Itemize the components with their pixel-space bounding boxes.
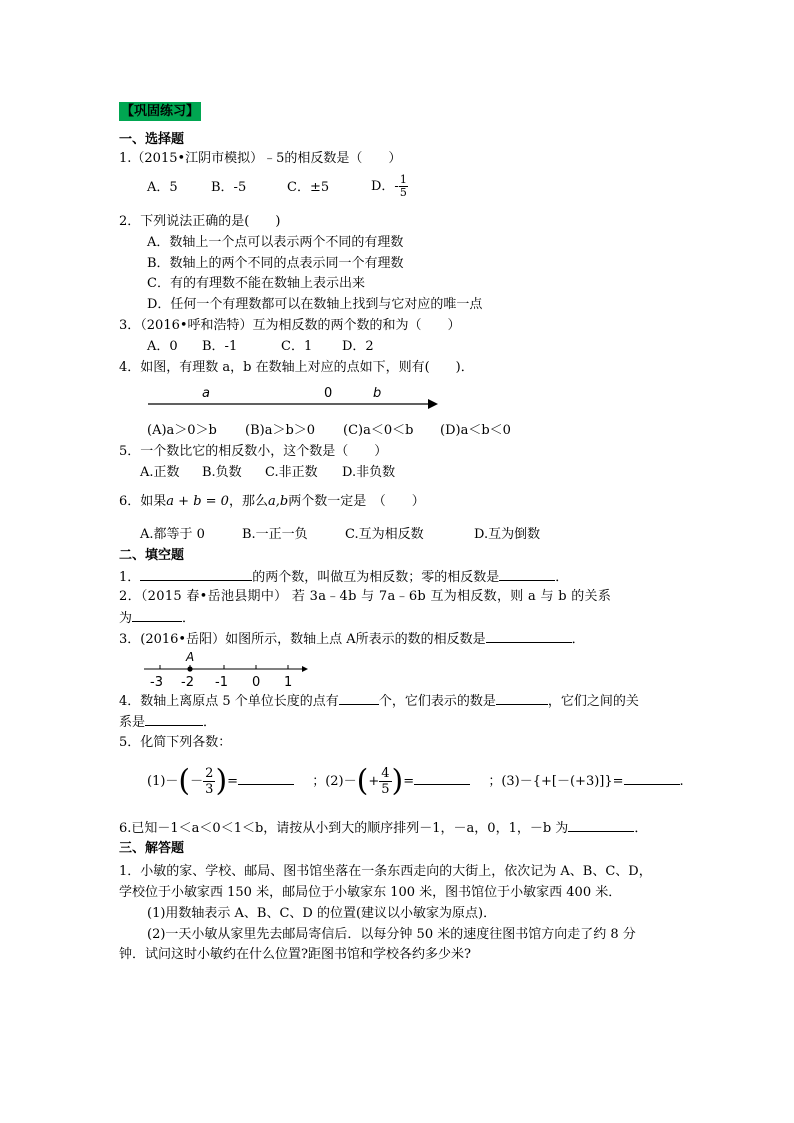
q4-number-line: [140, 382, 445, 412]
f3-tick-label: 0: [252, 675, 261, 690]
q4-label-b: b: [373, 386, 382, 401]
f3-tick-label: -3: [150, 675, 163, 690]
f1-blank-1[interactable]: [140, 568, 252, 581]
f3-axis-arrow: [302, 666, 308, 672]
fraction-numerator: 4: [381, 766, 390, 781]
f4-line1-a: 4．数轴上离原点 5 个单位长度的点有: [119, 694, 339, 709]
f3-prefix: 3．(2016•岳阳）如图所示，数轴上点 A所表示的数的相反数是: [119, 632, 486, 647]
f5-expressions: [147, 762, 684, 802]
q4-option-a: (A)a＞0＞b: [147, 423, 217, 438]
q4-label-zero: 0: [324, 386, 333, 401]
q5-option-a: A.正数: [140, 465, 180, 480]
f3-tick-label: -1: [215, 675, 228, 690]
q5-option-c: C.非正数: [265, 465, 318, 480]
q6-option-a: A.都等于 0: [140, 527, 205, 542]
f2-line2-suffix: ．: [182, 611, 196, 626]
f2-line2-prefix: 为: [119, 611, 133, 626]
f5-separator: ；: [312, 774, 326, 789]
q4-stem: 4．如图，有理数 a，b 在数轴上对应的点如下，则有( )．: [119, 360, 474, 375]
q5-option-b: B.负数: [202, 465, 242, 480]
f1-mid: 的两个数，叫做互为相反数；零的相反数是: [252, 570, 500, 585]
q2-option-a: A．数轴上一个点可以表示两个不同的有理数: [147, 235, 404, 250]
f5-equals: =: [403, 774, 415, 789]
f5-part1-label: (1)－: [147, 774, 179, 789]
f6-suffix: ．: [634, 821, 648, 836]
q4-label-a: a: [202, 386, 210, 401]
section-badge: 【巩固练习】: [121, 104, 200, 119]
s1-line2: 学校位于小敏家西 150 米，邮局位于小敏家东 100 米，图书馆位于小敏家西 400 米．: [119, 885, 622, 900]
f4-line1: [119, 692, 639, 710]
s1-sub2-line2: 钟．试问这时小敏约在什么位置?距图书馆和学校各约多少米?: [119, 947, 471, 962]
f3-number-line: [140, 648, 315, 690]
q1-option-b: B．-5: [211, 180, 247, 195]
f5-part2-label: (2)－: [325, 774, 357, 789]
f6-blank[interactable]: [568, 819, 634, 832]
q6-stem: [119, 493, 425, 510]
fraction-numerator: 2: [205, 766, 214, 781]
q1-option-c: C．±5: [287, 180, 330, 195]
f5-part1-sign: －: [190, 774, 204, 789]
q3-option-c: C．1: [281, 339, 313, 354]
q6-variables: a,b: [267, 494, 289, 509]
f5-blank-2[interactable]: [414, 772, 470, 785]
f4-line2: [119, 713, 216, 731]
f4-line1-c: ，它们之间的关: [547, 694, 639, 709]
q4-axis-arrow: [428, 399, 438, 409]
f5-part1-fraction: [203, 766, 215, 797]
f3-tick-label: -2: [181, 675, 194, 690]
q2-stem: 2．下列说法正确的是( ): [119, 214, 281, 229]
f1-line: [119, 568, 568, 586]
fraction-numerator: 1: [399, 173, 407, 186]
fraction-denominator: 5: [381, 782, 390, 797]
f5-part2-fraction: [379, 766, 391, 797]
f5-paren: (: [178, 763, 191, 799]
s1-sub1: (1)用数轴表示 A、B、C、D 的位置(建议以小敏家为原点)．: [147, 906, 497, 921]
q3-option-d: D．2: [342, 339, 374, 354]
f3-line: [119, 630, 585, 648]
q6-option-c: C.互为相反数: [345, 527, 424, 542]
f5-paren: (: [356, 763, 369, 799]
f5-part2-sign: +: [368, 774, 380, 789]
q4-option-d: (D)a＜b＜0: [440, 423, 511, 438]
f5-equals: =: [227, 774, 239, 789]
f5-paren: ): [391, 763, 404, 799]
fraction-denominator: 3: [205, 782, 214, 797]
f5-blank-3[interactable]: [624, 772, 680, 785]
q1-option-a: A．5: [147, 180, 178, 195]
fraction-denominator: 5: [399, 186, 407, 199]
f3-tick-label: 1: [284, 675, 293, 690]
f1-suffix: ．: [555, 570, 569, 585]
f2-line1: 2．（2015 春•岳池县期中） 若 3a﹣4b 与 7a﹣6b 互为相反数，则 a 与 b 的关系: [119, 589, 612, 604]
f6-line: [119, 819, 647, 837]
f2-blank[interactable]: [132, 609, 182, 622]
f6-text: 6.已知－1＜a＜0＜1＜b，请按从小到大的顺序排列－1，－a，0，1，－b 为: [119, 821, 569, 836]
q6-stem-prefix: 6．如果: [119, 494, 167, 509]
q6-stem-mid: ，那么: [228, 494, 268, 509]
q6-option-d: D.互为倒数: [474, 527, 541, 542]
f4-line2-b: ．: [203, 715, 217, 730]
f5-stem: 5．化简下列各数：: [119, 735, 232, 750]
f5-separator: ；: [488, 774, 502, 789]
f4-line1-b: 个，它们表示的数是: [378, 694, 496, 709]
s1-line1: 1．小敏的家、学校、邮局、图书馆坐落在一条东西走向的大街上，依次记为 A、B、C、D，: [119, 864, 652, 879]
f5-paren: ): [215, 763, 228, 799]
section-title-choice: 一、选择题: [119, 132, 185, 147]
q3-option-a: A．0: [147, 339, 178, 354]
f5-end: .: [679, 774, 684, 789]
f1-blank-2[interactable]: [499, 568, 555, 581]
q4-option-c: (C)a＜0＜b: [343, 423, 414, 438]
f2-line2: [119, 609, 195, 627]
q5-option-d: D.非负数: [342, 465, 396, 480]
f4-blank-1[interactable]: [339, 692, 379, 705]
f4-blank-2[interactable]: [496, 692, 548, 705]
q6-stem-suffix: 两个数一定是 （ ）: [288, 494, 425, 509]
q6-expression: a + b = 0: [166, 494, 229, 509]
section-title-answer: 三、解答题: [119, 841, 185, 856]
q1-option-d: [371, 170, 408, 204]
q1-option-d-prefix: D．-: [371, 179, 399, 194]
f3-point-a: [187, 666, 192, 671]
f1-prefix: 1．: [119, 570, 141, 585]
section-title-fill: 二、填空题: [119, 548, 185, 563]
f4-line2-a: 系是: [119, 715, 146, 730]
f5-equals: =: [612, 774, 624, 789]
q2-option-b: B．数轴上的两个不同的点表示同一个有理数: [147, 256, 404, 271]
q3-option-b: B．-1: [202, 339, 238, 354]
f5-part3: (3)－{+[－(+3)]}: [501, 774, 613, 789]
q4-option-b: (B)a＞b＞0: [245, 423, 316, 438]
f3-blank[interactable]: [486, 630, 572, 643]
q3-stem: 3．（2016•呼和浩特）互为相反数的两个数的和为（ ）: [119, 318, 461, 333]
q2-option-d: D．任何一个有理数都可以在数轴上找到与它对应的唯一点: [147, 297, 483, 312]
q5-stem: 5．一个数比它的相反数小，这个数是（ ）: [119, 444, 388, 459]
q2-option-c: C．有的有理数不能在数轴上表示出来: [147, 276, 365, 291]
f3-suffix: ．: [571, 632, 585, 647]
f5-blank-1[interactable]: [238, 772, 294, 785]
q6-option-b: B.一正一负: [242, 527, 308, 542]
q1-option-d-fraction: [399, 174, 408, 199]
q1-stem: 1.（2015•江阴市模拟）﹣5的相反数是（ ）: [119, 151, 402, 166]
s1-sub2-line1: (2)一天小敏从家里先去邮局寄信后．以每分钟 50 米的速度往图书馆方向走了约 8 分: [147, 927, 636, 942]
f3-point-label: A: [186, 650, 195, 664]
f4-blank-3[interactable]: [145, 713, 203, 726]
